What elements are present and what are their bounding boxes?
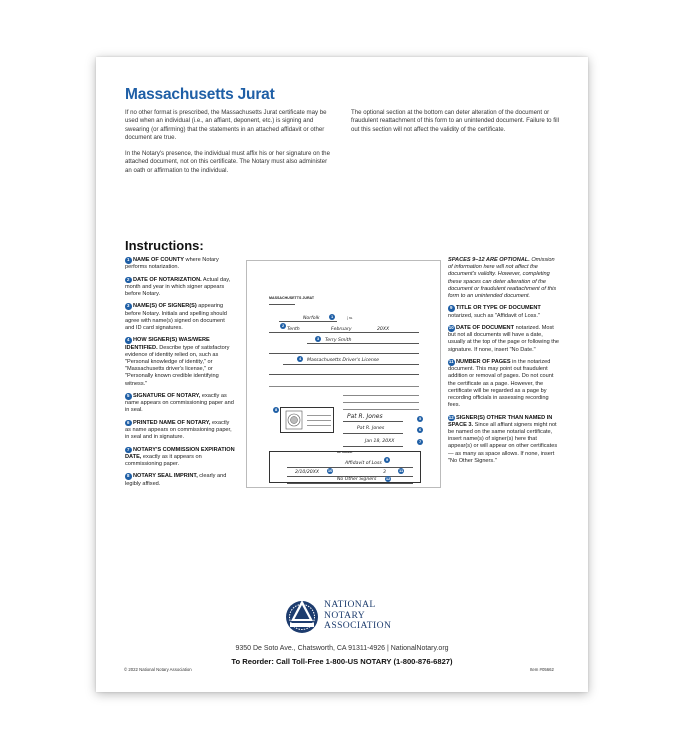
jurat-sheet: [96, 57, 588, 692]
optional-note-body: Omission of information here will not affect the document's validity. However, completing these spaces can deter alteration of the document or fraudulent reattachment of this form to an unintended document.: [448, 257, 557, 300]
instruction-head: DATE OF NOTARIZATION.: [133, 276, 202, 283]
signer-line: [307, 343, 419, 344]
instruction-body: clearly and legibly affixed.: [125, 473, 227, 487]
instruction-number-badge: 4: [125, 337, 132, 344]
form-ss: } ss.: [347, 316, 354, 320]
instruction-body: Since all affiant signers might not be named on the same notarial certificate, insert name(s) of signer(s) here that appear(s) or will appear on other certificates — as many as space allows. If none, insert "No Other Signers.": [448, 421, 558, 464]
callout-4: 4: [298, 356, 302, 361]
copyright: © 2022 National Notary Association: [124, 667, 192, 672]
name-line: [343, 433, 403, 434]
instruction-head: TITLE OR TYPE OF DOCUMENT: [456, 305, 541, 312]
instruction-item: [125, 420, 235, 442]
callout-8: 8: [274, 407, 278, 412]
instruction-number-badge: 11: [448, 359, 454, 364]
sample-other-signers: No Other Signers: [337, 477, 377, 482]
instruction-item: [448, 325, 560, 354]
instruction-head: SIGNER(S) OTHER THAN NAMED IN SPACE 3.: [448, 414, 553, 428]
sample-doc-type: Affidavit of Loss: [345, 461, 382, 466]
sample-signer: Terry Smith: [325, 338, 352, 343]
instruction-number-badge: 6: [125, 420, 132, 427]
form-line: [269, 353, 419, 354]
sample-id-evidence: Massachusetts Driver's License: [307, 358, 379, 363]
instruction-item: [125, 337, 235, 387]
sample-doc-date: 2/10/20XX: [295, 470, 320, 475]
instruction-item: [448, 415, 560, 465]
intro-paragraph-optional: The optional section at the bottom can deter alteration of the document or fraudulent reattachment of this form to an unintended document. Failure to fill out this section will not affect the validity of the certificate.: [351, 109, 559, 133]
form-line: [307, 425, 331, 426]
sample-notary-signature: Pat R. Jones: [347, 413, 383, 420]
instructions-right-column: [448, 257, 560, 470]
instruction-body: Actual day, month and year in which signer appears before Notary.: [125, 276, 231, 297]
instruction-item: [448, 359, 560, 409]
instruction-item: [125, 277, 235, 299]
form-line: [269, 304, 295, 305]
instruction-item: [125, 473, 235, 487]
form-line: [307, 415, 331, 416]
logo-line-1: NATIONAL: [324, 599, 376, 610]
doc-type-line: [287, 467, 413, 468]
instruction-item: [448, 305, 560, 319]
sample-year: 20XX: [377, 327, 390, 332]
form-line: [269, 386, 419, 387]
sample-pages: 3: [383, 470, 386, 475]
instruction-head: PRINTED NAME OF NOTARY,: [133, 419, 211, 426]
instruction-body: notarized, such as "Affidavit of Loss.": [448, 312, 540, 319]
instructions-heading: Instructions:: [125, 238, 204, 253]
callout-11: 11: [398, 468, 404, 473]
form-line: [307, 420, 331, 421]
id-line: [283, 364, 419, 365]
instruction-body: exactly as name appears on commissioning paper, in seal and in signature.: [125, 419, 232, 441]
date-line: [269, 332, 419, 333]
nna-address: 9350 De Soto Ave., Chatsworth, CA 91311-4926 | NationalNotary.org: [235, 645, 449, 652]
county-line: [279, 321, 337, 322]
sample-notary-name: Pat R. Jones: [357, 426, 385, 431]
instruction-body: exactly as it appears on commissioning paper.: [125, 453, 202, 467]
instruction-number-badge: 9: [448, 305, 455, 312]
page-title: Massachusetts Jurat: [125, 86, 275, 103]
sample-expiration: Jan 18, 20XX: [365, 439, 395, 444]
instruction-number-badge: 1: [125, 257, 132, 264]
signature-line: [343, 421, 403, 422]
nna-wordmark: [324, 600, 391, 632]
optional-instructions-list: [448, 305, 560, 465]
expiration-line: [343, 446, 403, 447]
instruction-number-badge: 7: [125, 447, 132, 454]
logo-line-2: NOTARY: [324, 609, 366, 621]
instruction-head: SIGNATURE OF NOTARY,: [133, 393, 201, 399]
instruction-head: HOW SIGNER(S) WAS/WERE IDENTIFIED.: [125, 337, 210, 351]
instruction-number-badge: 8: [125, 473, 132, 480]
optional-heading: OPTIONAL: [337, 450, 353, 454]
intro-paragraph-2: In the Notary's presence, the individual must affix his or her signature on the attached document, not on this certificate. The Notary must also administer an oath or affirmation to the individual.: [125, 150, 330, 174]
instruction-body: exactly as name appears on commissioning paper and in seal.: [125, 393, 234, 414]
callout-9: 9: [385, 457, 389, 462]
instruction-item: [125, 447, 235, 469]
item-number: Item #05662: [530, 667, 554, 672]
instruction-number-badge: 10: [448, 325, 454, 330]
instruction-number-badge: 3: [125, 303, 132, 310]
instruction-body: in the notarized document. This may point out fraudulent addition or removal of pages. Do not count the certificate as a page. However, the certificate will be regarded as a page by recording officials in assessing recording fees.: [448, 359, 554, 409]
callout-3: 3: [316, 336, 320, 341]
form-line: [269, 374, 419, 375]
sample-day: Tenth: [287, 327, 300, 332]
instruction-number-badge: 5: [125, 393, 132, 400]
callout-2: 2: [281, 323, 285, 328]
instruction-item: [125, 393, 235, 415]
instruction-head: NAME OF COUNTY: [133, 257, 184, 263]
other-signers-line: [287, 483, 413, 484]
instruction-body: Describe type of satisfactory evidence of identity relied on, such as "Personal knowledge of identity," or "Massachusetts driver's license," or "Personally known credible identifying witness.": [125, 344, 230, 387]
sample-jurat-form: [246, 260, 441, 488]
instruction-body: notarized. Most but not all documents will have a date, usually at the top of the page or following the signature. If none, insert "No Date.": [448, 325, 560, 353]
optional-note-head: SPACES 9–12 ARE OPTIONAL.: [448, 257, 530, 263]
callout-7: 7: [418, 439, 422, 444]
instruction-number-badge: 2: [125, 277, 132, 284]
instruction-head: NOTARY'S COMMISSION EXPIRATION DATE,: [125, 446, 235, 460]
callout-10: 10: [327, 468, 333, 473]
instructions-left-column: [125, 257, 235, 493]
reorder-phone: To Reorder: Call Toll-Free 1-800-US NOTARY (1-800-876-6827): [231, 657, 453, 666]
nna-logo: [284, 597, 404, 637]
callout-1: 1: [330, 314, 334, 319]
callout-6: 6: [418, 427, 422, 432]
instruction-body: where Notary performs notarization.: [125, 257, 219, 271]
sample-form-heading: MASSACHUSETTS JURAT: [269, 296, 315, 300]
instruction-head: NOTARY SEAL IMPRINT,: [133, 473, 198, 480]
intro-paragraph-1: If no other format is prescribed, the Massachusetts Jurat certificate may be used when an individual (i.e., an affiant, deponent, etc.) is signing and swearing (or affirming) that the statements in an attached affidavit or other document are true.: [125, 109, 327, 142]
instruction-number-badge: 12: [448, 414, 454, 420]
form-line: [343, 395, 419, 396]
seal-imprint-icon: [285, 410, 303, 430]
form-line: [343, 402, 419, 403]
instruction-item: [125, 257, 235, 271]
optional-note: [448, 257, 560, 300]
sample-county: Norfolk: [303, 316, 320, 321]
logo-line-3: ASSOCIATION: [324, 620, 392, 632]
instruction-head: NAME(S) OF SIGNER(S): [133, 303, 197, 310]
nna-seal-icon: [284, 597, 320, 635]
instruction-item: [125, 303, 235, 332]
callout-12: 12: [385, 476, 391, 481]
form-line: [343, 409, 419, 410]
callout-5: 5: [418, 416, 422, 421]
instruction-body: appearing before Notary. Initials and spelling should agree with name(s) signed on document and ID card signatures.: [125, 303, 227, 331]
instruction-head: NUMBER OF PAGES: [456, 359, 511, 365]
sample-month: February: [331, 327, 352, 332]
instruction-head: DATE OF DOCUMENT: [456, 325, 515, 331]
